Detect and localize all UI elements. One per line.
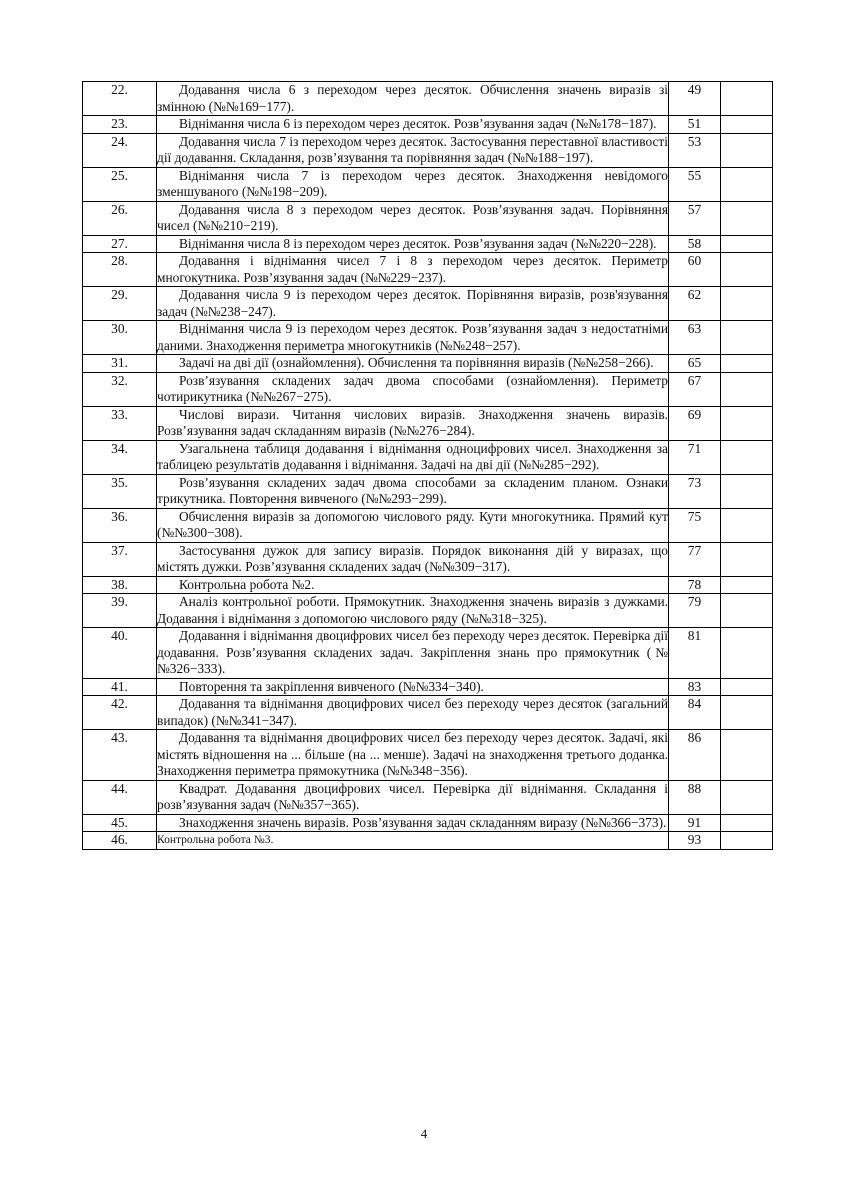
lesson-page: 91 [669, 814, 721, 832]
table-row [83, 235, 773, 253]
lesson-number: 30. [83, 321, 157, 355]
lesson-title-cell [157, 406, 669, 440]
lesson-title: Розв’язування складених задач двома способами за складеним планом. Ознаки трикутника. Повторення вивченого (№№293−299). [157, 474, 668, 506]
empty-cell [721, 474, 773, 508]
table-row [83, 82, 773, 116]
lesson-title-cell [157, 508, 669, 542]
table-row [83, 780, 773, 814]
lesson-title: Повторення та закріплення вивченого (№№334−340). [179, 678, 484, 694]
lesson-title: Контрольна робота №3. [157, 834, 274, 846]
empty-cell [721, 576, 773, 594]
lesson-page: 88 [669, 780, 721, 814]
lesson-title-cell [157, 542, 669, 576]
empty-cell [721, 696, 773, 730]
lesson-page: 58 [669, 235, 721, 253]
lesson-title-cell [157, 474, 669, 508]
lesson-number: 35. [83, 474, 157, 508]
lesson-title-cell [157, 133, 669, 167]
lesson-number: 25. [83, 167, 157, 201]
lesson-title: Додавання числа 8 з переходом через десяток. Розв’язування задач. Порівняння чисел (№№210−219). [157, 201, 668, 233]
lesson-number: 22. [83, 82, 157, 116]
lesson-number: 36. [83, 508, 157, 542]
lesson-title: Додавання і віднімання двоцифрових чисел без переходу через десяток. Перевірка дії додавання. Розв’язування складених задач. Закріплення знань про прямокутник (№№326−333). [157, 628, 668, 676]
lesson-number: 23. [83, 116, 157, 134]
lesson-title-cell [157, 576, 669, 594]
empty-cell [721, 372, 773, 406]
lesson-page: 67 [669, 372, 721, 406]
table-row [83, 542, 773, 576]
table-row [83, 678, 773, 696]
empty-cell [721, 116, 773, 134]
table-row [83, 355, 773, 373]
lesson-title: Віднімання числа 7 із переходом через десяток. Знаходження невідомого зменшуваного (№№198−209). [157, 167, 668, 199]
lesson-number: 28. [83, 253, 157, 287]
lesson-page: 60 [669, 253, 721, 287]
empty-cell [721, 253, 773, 287]
lesson-title-cell [157, 780, 669, 814]
lesson-title-cell [157, 696, 669, 730]
empty-cell [721, 832, 773, 850]
lesson-number: 38. [83, 576, 157, 594]
lesson-number: 42. [83, 696, 157, 730]
lesson-page: 79 [669, 594, 721, 628]
empty-cell [721, 594, 773, 628]
table-row [83, 253, 773, 287]
empty-cell [721, 406, 773, 440]
lesson-title-cell [157, 832, 669, 850]
lesson-page: 49 [669, 82, 721, 116]
lesson-number: 40. [83, 628, 157, 679]
lesson-title-cell [157, 730, 669, 781]
lesson-number: 39. [83, 594, 157, 628]
lesson-title: Додавання та віднімання двоцифрових чисел без переходу через десяток. Задачі, які містять відношення на ... більше (на ... менше). Задачі на знаходження третього доданка. Знаходження периметра прямокутника (№№348−356). [157, 730, 668, 778]
lesson-number: 46. [83, 832, 157, 850]
empty-cell [721, 82, 773, 116]
lesson-title-cell [157, 167, 669, 201]
lesson-number: 27. [83, 235, 157, 253]
lesson-title: Застосування дужок для запису виразів. Порядок виконання дій у виразах, що містять дужки. Розв’язування складених задач (№№309−317). [157, 542, 668, 574]
lesson-page: 53 [669, 133, 721, 167]
lesson-page: 63 [669, 321, 721, 355]
empty-cell [721, 814, 773, 832]
lesson-title-cell [157, 235, 669, 253]
lesson-title-cell [157, 355, 669, 373]
lesson-title-cell [157, 253, 669, 287]
empty-cell [721, 355, 773, 373]
table-row [83, 594, 773, 628]
lesson-title-cell [157, 814, 669, 832]
lesson-title: Віднімання числа 9 із переходом через десяток. Розв’язування задач з недостатніми даними. Знаходження периметра многокутників (№№248−257). [157, 321, 668, 353]
table-row [83, 814, 773, 832]
lesson-number: 32. [83, 372, 157, 406]
lesson-title-cell [157, 440, 669, 474]
lesson-title: Квадрат. Додавання двоцифрових чисел. Перевірка дії віднімання. Складання і розв’язування задач (№№357−365). [157, 780, 668, 812]
lesson-page: 55 [669, 167, 721, 201]
lesson-title: Задачі на дві дії (ознайомлення). Обчислення та порівняння виразів (№№258−266). [179, 355, 654, 370]
empty-cell [721, 167, 773, 201]
lesson-title-cell [157, 321, 669, 355]
lesson-title-cell [157, 287, 669, 321]
table-row [83, 116, 773, 134]
empty-cell [721, 133, 773, 167]
lesson-title: Додавання числа 7 із переходом через десяток. Застосування переставної властивості дії додавання. Складання, розв’язування та порівняння задач (№№188−197). [157, 133, 668, 165]
lesson-title: Додавання та віднімання двоцифрових чисел без переходу через десяток (загальний випадок) (№№341−347). [157, 696, 668, 728]
lesson-page: 69 [669, 406, 721, 440]
lesson-title: Знаходження значень виразів. Розв’язування задач складанням виразу (№№366−373). [179, 814, 667, 830]
table-row [83, 372, 773, 406]
lesson-page: 77 [669, 542, 721, 576]
table-row [83, 440, 773, 474]
table-row [83, 508, 773, 542]
lesson-title: Додавання числа 9 із переходом через десяток. Порівняння виразів, розв'язування задач (№№238−247). [157, 287, 668, 319]
lesson-title-cell [157, 201, 669, 235]
lesson-title-cell [157, 82, 669, 116]
table-row [83, 696, 773, 730]
table-row [83, 730, 773, 781]
lesson-number: 33. [83, 406, 157, 440]
lesson-number: 45. [83, 814, 157, 832]
lesson-page: 75 [669, 508, 721, 542]
lesson-page: 51 [669, 116, 721, 134]
table-row [83, 576, 773, 594]
lesson-page: 83 [669, 678, 721, 696]
lesson-number: 26. [83, 201, 157, 235]
table-row [83, 628, 773, 679]
lesson-number: 34. [83, 440, 157, 474]
lesson-page: 81 [669, 628, 721, 679]
page-number: 4 [420, 1126, 428, 1141]
table-row [83, 133, 773, 167]
lesson-number: 41. [83, 678, 157, 696]
lesson-title: Віднімання числа 6 із переходом через десяток. Розв’язування задач (№№178−187). [179, 116, 657, 131]
empty-cell [721, 542, 773, 576]
empty-cell [721, 628, 773, 679]
empty-cell [721, 235, 773, 253]
lesson-table-body [83, 82, 773, 850]
table-row [83, 474, 773, 508]
table-row [83, 406, 773, 440]
lesson-page: 78 [669, 576, 721, 594]
lesson-page: 62 [669, 287, 721, 321]
lesson-page: 65 [669, 355, 721, 373]
lesson-title: Аналіз контрольної роботи. Прямокутник. Знаходження значень виразів з дужками. Додавання і віднімання з допомогою числового ряду (№№318−325). [157, 594, 668, 626]
lesson-page: 57 [669, 201, 721, 235]
lesson-page: 86 [669, 730, 721, 781]
empty-cell [721, 508, 773, 542]
lesson-title-cell [157, 628, 669, 679]
empty-cell [721, 321, 773, 355]
lesson-page: 73 [669, 474, 721, 508]
lesson-page: 71 [669, 440, 721, 474]
lesson-title-cell [157, 116, 669, 134]
table-row [83, 201, 773, 235]
lesson-number: 43. [83, 730, 157, 781]
empty-cell [721, 678, 773, 696]
empty-cell [721, 287, 773, 321]
table-row [83, 287, 773, 321]
table-row [83, 321, 773, 355]
lesson-page: 93 [669, 832, 721, 850]
lesson-title-cell [157, 678, 669, 696]
empty-cell [721, 730, 773, 781]
lesson-title: Числові вирази. Читання числових виразів. Знаходження значень виразів. Розв’язування задач складанням виразів (№№276−284). [157, 406, 668, 438]
lesson-title-cell [157, 372, 669, 406]
lesson-title: Віднімання числа 8 із переходом через десяток. Розв’язування задач (№№220−228). [179, 235, 657, 251]
empty-cell [721, 201, 773, 235]
lesson-page: 84 [669, 696, 721, 730]
empty-cell [721, 780, 773, 814]
lesson-title: Обчислення виразів за допомогою числового ряду. Кути многокутника. Прямий кут (№№300−308). [157, 508, 668, 540]
lesson-number: 24. [83, 133, 157, 167]
empty-cell [721, 440, 773, 474]
lesson-title: Додавання і віднімання чисел 7 і 8 з переходом через десяток. Периметр многокутника. Розв’язування задач (№№229−237). [157, 253, 668, 285]
lesson-title: Узагальнена таблиця додавання і віднімання одноцифрових чисел. Знаходження за таблицею результатів додавання і віднімання. Задачі на дві дії (№№285−292). [157, 440, 668, 472]
lesson-table [82, 81, 773, 850]
lesson-title-cell [157, 594, 669, 628]
lesson-title: Додавання числа 6 з переходом через десяток. Обчислення значень виразів зі змінною (№№169−177). [157, 82, 668, 114]
lesson-number: 44. [83, 780, 157, 814]
lesson-title: Розв’язування складених задач двома способами (ознайомлення). Периметр чотирикутника (№№267−275). [157, 372, 668, 404]
table-row [83, 832, 773, 850]
lesson-number: 37. [83, 542, 157, 576]
lesson-number: 29. [83, 287, 157, 321]
table-row [83, 167, 773, 201]
lesson-number: 31. [83, 355, 157, 373]
lesson-title: Контрольна робота №2. [179, 576, 315, 592]
